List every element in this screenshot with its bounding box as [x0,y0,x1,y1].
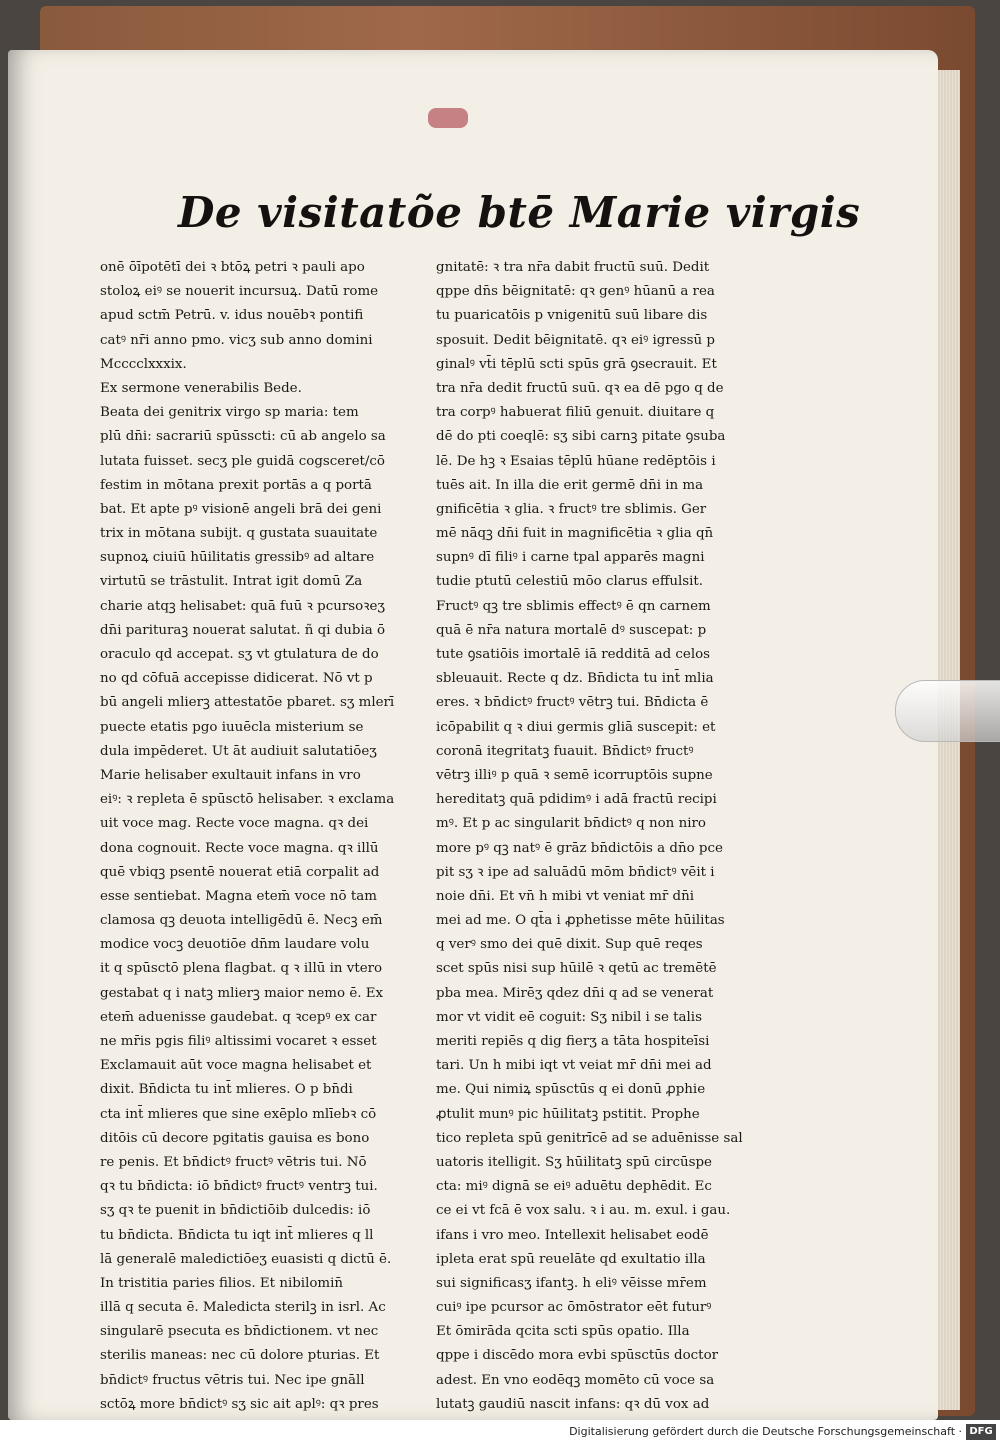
text-line: charie atqꝫ helisabet: quā fuū ꝛ pcursoꝛeʒ [100,598,385,614]
text-line: illā q secuta ē. Maledicta sterilꝫ in isrl. Ac [100,1300,386,1316]
text-line: Exclamauit aūt voce magna helisabet et [100,1058,372,1074]
text-line: tu bn̄dicta. Bn̄dicta tu iqt int̄ mlieres q ll [100,1227,374,1243]
text-line: quē vbiqꝫ psentē nouerat etiā corpalit ad [100,864,380,880]
text-line: hereditatꝫ quā pdidimꝰ i adā fractū recipi [436,792,717,808]
text-line: mē nāqꝫ dn̄i fuit in magnificētia ꝛ glia qn̄ [436,526,714,542]
text-line: tra nr̄a dedit fructū suū. qꝛ ea dē pgo q de [436,380,724,396]
text-line: ne mr̄is pgis filiꝰ altissimi vocaret ꝛ esset [100,1034,377,1049]
text-line: Beata dei genitrix virgo sp maria: tem [100,405,359,421]
text-line: virtutū se trāstulit. Intrat igit domū Za [100,574,363,590]
page-clip-holder [895,680,1000,742]
footer-credit: Digitalisierung gefördert durch die Deutsche Forschungsgemeinschaft · [569,1425,962,1438]
text-line: vētrꝫ illiꝰ p quā ꝛ semē icorruptōis supne [436,767,713,783]
text-line: Marie helisaber exultauit infans in vro [100,767,361,783]
text-line: festim in mōtana prexit portās a q portā [100,477,372,493]
page-heading: De visitatõe btē Marie virgis [178,188,861,237]
text-line: onē ōīpotētī dei ꝛ btōꝝ petri ꝛ pauli apo [100,260,365,275]
text-line: tico repleta spū genitrīcē ad se aduēnisse sal [436,1130,743,1146]
text-line: gnificētia ꝛ glia. ꝛ fructꝰ tre sblimis. Ger [436,501,707,517]
text-line: me. Qui nimiꝝ spūsctūs q ei donū ꝓphie [436,1082,706,1098]
text-line: gnitatē: ꝛ tra nr̄a dabit fructū suū. Dedit [436,260,710,275]
text-line: pit sʒ ꝛ ipe ad saluādū mōm bn̄dictꝰ vēit i [436,864,715,880]
text-line: bū angeli mlierꝫ attestatōe pbaret. sʒ mlerī [100,695,395,711]
text-line: dona cognouit. Recte voce magna. qꝛ illū [100,840,379,856]
text-line: it q spūsctō plena flagbat. q ꝛ illū in vtero [100,961,383,977]
text-line: sctōꝝ more bn̄dictꝰ sʒ sic ait aplꝰ: qꝛ pres [100,1396,379,1412]
text-line: lutata fuisset. secʒ ple guidā cogsceret/cō [100,453,385,469]
text-line: qꝛ tu bn̄dicta: iō bn̄dictꝰ fructꝰ ventrꝫ tui. [100,1179,378,1195]
text-line: gestabat q i natꝫ mlierꝫ maior nemo ē. Ex [100,985,384,1001]
text-line: tuēs ait. In illa die erit germē dn̄i in ma [436,477,704,493]
text-line: sbleuauit. Recte q dz. Bn̄dicta tu int̄ mlia [436,671,714,687]
text-line: catꝰ nr̄i anno pmo. vicʒ sub anno domini [100,332,373,348]
text-line: puecte etatis pgo iuuēcla misterium se [100,719,364,735]
text-line: coronā itegritatꝫ fuauit. Bn̄dictꝰ fructꝰ [436,743,694,759]
text-line: tari. Un h mibi iqt vt veiat mr̄ dn̄i mei ad [436,1058,712,1074]
text-line: dē do pti coeqlē: sʒ sibi carnꝫ pitate ꝯsuba [436,429,726,445]
text-line: ditōis cū decore pgitatis gauisa es bono [100,1130,370,1146]
text-line: noie dn̄i. Et vn̄ h mibi vt veniat mr̄ dn̄i [436,888,695,904]
text-line: uatoris itelligit. Sʒ hūilitatꝫ spū circūspe [436,1154,712,1170]
text-line: tute ꝯsatiōis imortalē iā redditā ad celos [436,647,711,662]
text-line: supnꝰ dī filiꝰ i carne tpal apparēs magni [436,550,705,566]
text-line: dula impēderet. Ut āt audiuit salutatiōeʒ [100,743,377,759]
text-line: dn̄i parituraꝫ nouerat salutat. ñ qi dubia ō [100,622,386,638]
text-line: ginalꝰ vt̄i tēplū scti spūs grā ꝯsecrauit. Et [436,356,717,372]
text-line: q verꝰ smo dei quē dixit. Sup quē reqes [436,937,703,953]
red-stain-mark [428,108,468,128]
text-line: Ex sermone venerabilis Bede. [100,380,302,396]
text-line: cta int̄ mlieres que sine exēplo mlīebꝛ cō [100,1106,377,1122]
text-line: clamosa qꝫ deuota intelligēdū ē. Necꝫ em̄ [100,913,383,929]
text-line: sʒ qꝛ te puenit in bn̄dictiōib dulcedis: iō [100,1203,371,1219]
text-line: eiꝰ: ꝛ repleta ē spūsctō helisaber. ꝛ exclama [100,792,395,808]
text-line: singularē psecuta es bn̄dictionem. vt nec [100,1324,379,1340]
text-line: In tristitia paries filios. Et nibilomin̄ [100,1275,344,1291]
text-line: lutatꝫ gaudiū nascit infans: qꝛ dū vox ad [436,1396,710,1412]
text-line: dixit. Bn̄dicta tu int̄ mlieres. O p bn̄di [100,1082,353,1098]
text-line: uit voce mag. Recte voce magna. qꝛ dei [100,816,369,832]
text-line: bn̄dictꝰ fructus vētris tui. Nec ipe gnāll [100,1372,365,1388]
text-line: ipleta erat spū reuelāte qd exultatio illa [436,1251,706,1267]
text-line: eres. ꝛ bn̄dictꝰ fructꝰ vētrꝫ tui. Bn̄dicta ē [436,695,709,711]
text-line: modice vocꝫ deuotiōe dn̄m laudare volu [100,937,370,953]
text-line: qppe dn̄s bēignitatē: qꝛ genꝰ hūanū a rea [436,284,715,300]
text-line: Et ōmirāda qcita scti spūs opatio. Illa [436,1324,690,1340]
text-line: more pꝰ qꝫ natꝰ ē grāz bn̄dictōis a dn̄o pce [436,840,723,856]
text-line: tu puaricatōis p vnigenitū suū libare dis [436,308,708,324]
book-page [8,50,938,1420]
text-line: mꝰ. Et p ac singularit bn̄dictꝰ q non niro [436,816,706,832]
text-line: supnoꝝ ciuiū hūilitatis gressibꝰ ad altare [100,550,375,566]
text-line: lā generalē maledictiōeʒ euasisti q dictū ē. [100,1251,392,1267]
text-line: sterilis maneas: nec cū dolore pturias. Et [100,1348,380,1364]
text-line: pba mea. Mirēʒ qdez dn̄i q ad se venerat [436,985,714,1001]
dfg-logo: DFG [966,1424,996,1440]
text-line: etem̄ aduenisse gaudebat. q ꝛcepꝰ ex car [100,1009,377,1025]
right-text-column [436,256,776,1420]
text-line: quā ē nr̄a natura mortalē dꝰ suscepat: p [436,622,707,638]
text-line: ifans i vro meo. Intellexit helisabet eodē [436,1227,709,1243]
text-line: ce ei vt fcā ē vox salu. ꝛ i au. m. exul. i gau. [436,1203,731,1219]
footer-bar [0,1420,1000,1445]
text-line: plū dn̄i: sacrariū spūsscti: cū ab angelo sa [100,429,386,445]
left-text-column [100,256,440,1420]
text-line: apud sctm̄ Petrū. v. idus nouēbꝛ pontifi [100,308,364,324]
text-line: re penis. Et bn̄dictꝰ fructꝰ vētris tui. Nō [100,1154,367,1170]
text-line: meriti repiēs q dig fierʒ a tāta hospiteīsi [436,1034,710,1049]
text-line: cuiꝰ ipe pcursor ac ōmōstrator eēt futurꝰ [436,1300,712,1316]
text-line: mor vt vidit eē coguit: Sʒ nibil i se talis [436,1009,702,1025]
text-line: lē. De hꝫ ꝛ Esaias tēplū hūane redēptōis i [436,453,716,469]
text-line: bat. Et apte pꝰ visionē angeli brā dei geni [100,501,382,517]
text-line: cta: miꝰ dignā se eiꝰ aduētu dephēdit. Ec [436,1179,712,1195]
text-line: trix in mōtana subijt. q gustata suauitate [100,526,378,542]
text-line: Mcccclxxxix. [100,356,187,372]
text-line: oraculo qd accepat. sʒ vt gtulatura de do [100,647,379,662]
text-line: no qd cōfuā accepisse didicerat. Nō vt p [100,671,373,687]
text-line: scet spūs nisi sup hūilē ꝛ qetū ac tremētē [436,961,717,977]
text-line: tra corpꝰ habuerat filiū genuit. diuitare q [436,405,715,421]
text-line: mei ad me. O qt̄a i ꝓphetisse mēte hūilitas [436,913,725,929]
text-line: esse sentiebat. Magna etem̄ voce nō tam [100,888,377,904]
text-line: Fructꝰ qꝫ tre sblimis effectꝰ ē qn carnem [436,598,711,614]
text-line: sui significasʒ ifantꝫ. h eliꝰ vēisse mr̄em [436,1275,707,1291]
text-line: stoloꝝ eiꝰ se nouerit incursuꝝ. Datū rome [100,284,379,300]
text-line: tudie ptutū celestiū mōo clarus effulsit. [436,574,704,590]
text-line: adest. En vno eodēqꝫ momēto cū voce sa [436,1372,715,1388]
text-line: ꝓtulit munꝰ pic hūilitatꝫ pstitit. Prophe [436,1106,700,1122]
text-line: sposuit. Dedit bēignitatē. qꝛ eiꝰ igressū p [436,332,715,348]
text-line: icōpabilit q ꝛ diui germis gliā suscepit: et [436,719,716,735]
text-line: qppe i discēdo mora evbi spūsctūs doctor [436,1348,719,1364]
